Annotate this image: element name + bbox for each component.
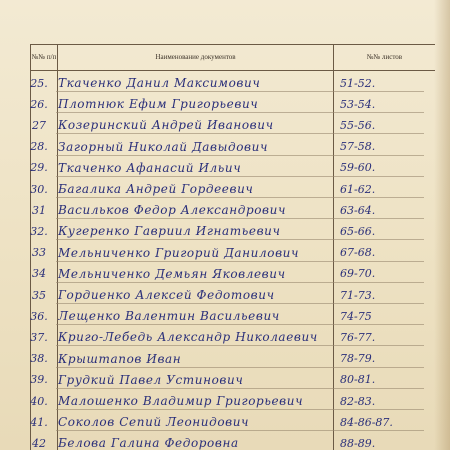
row-underline [56, 345, 424, 346]
table-row [30, 432, 434, 450]
row-page-numbers: 71-73. [340, 288, 376, 302]
row-page-numbers: 51-52. [340, 76, 376, 90]
row-number: 34 [32, 267, 46, 281]
row-number: 29. [30, 161, 48, 175]
row-number: 37. [30, 330, 48, 344]
row-document-name: Соколов Сепий Леонидович [58, 415, 250, 430]
row-number: 32. [30, 224, 48, 238]
row-document-name: Гордиенко Алексей Федотович [58, 288, 275, 302]
row-underline [56, 367, 424, 368]
row-number: 30. [30, 182, 48, 196]
row-underline [56, 112, 424, 113]
row-page-numbers: 80-81. [340, 373, 376, 387]
row-document-name: Козеринский Андрей Иванович [58, 118, 274, 133]
row-page-numbers: 59-60. [340, 161, 376, 175]
row-document-name: Плотнюк Ефим Григорьевич [58, 97, 259, 112]
row-document-name: Ткаченко Афанасий Ильич [58, 160, 242, 175]
header-number: №№ п/п [31, 53, 57, 61]
row-underline [56, 239, 424, 240]
row-page-numbers: 74-75 [340, 309, 372, 323]
row-document-name: Мельниченко Григорий Данилович [58, 245, 300, 260]
table-row [30, 178, 434, 200]
row-page-numbers: 84-86-87. [340, 415, 393, 429]
row-page-numbers: 55-56. [340, 118, 376, 132]
row-underline [56, 324, 424, 325]
paper-edge-shadow [434, 0, 450, 450]
row-underline [56, 303, 424, 304]
row-page-numbers: 88-89. [340, 436, 376, 450]
row-number: 25. [30, 76, 48, 90]
table-row [30, 114, 434, 136]
table-row [30, 93, 434, 115]
row-page-numbers: 57-58. [340, 140, 376, 154]
header-bottom-border [31, 70, 435, 71]
row-document-name: Криго-Лебедь Александр Николаевич [58, 330, 318, 345]
row-number: 28. [30, 140, 48, 154]
row-page-numbers: 82-83. [340, 394, 376, 408]
table-row [30, 220, 434, 242]
row-number: 39. [30, 373, 48, 387]
row-document-name: Грудкий Павел Устинович [58, 372, 244, 387]
header-pages: №№ листов [366, 53, 403, 61]
row-document-name: Лещенко Валентин Васильевич [58, 309, 280, 324]
table-row [30, 411, 434, 433]
row-document-name: Мельниченко Демьян Яковлевич [58, 266, 286, 281]
row-page-numbers: 53-54. [340, 97, 376, 111]
row-document-name: Малошенко Владимир Григорьевич [58, 394, 304, 408]
table-row [30, 263, 434, 285]
table-row [30, 136, 434, 158]
table-row [30, 284, 434, 306]
table-row [30, 242, 434, 264]
row-underline [56, 155, 424, 156]
row-underline [56, 197, 424, 198]
row-page-numbers: 63-64. [340, 203, 376, 217]
row-number: 38. [30, 352, 48, 366]
row-number: 35 [32, 288, 46, 302]
row-number: 41. [30, 415, 48, 429]
row-page-numbers: 78-79. [340, 352, 376, 366]
row-page-numbers: 76-77. [340, 330, 376, 344]
row-number: 31 [32, 203, 46, 217]
row-underline [56, 218, 424, 219]
table-row [30, 72, 434, 94]
row-page-numbers: 65-66. [340, 224, 376, 238]
table-row [30, 199, 434, 221]
table-row [30, 348, 434, 370]
row-document-name: Ткаченко Данил Максимович [58, 76, 261, 90]
row-underline [56, 388, 424, 389]
row-underline [56, 282, 424, 283]
row-document-name: Белова Галина Федоровна [58, 436, 239, 450]
row-number: 27 [32, 118, 46, 132]
row-document-name: Загорный Николай Давыдович [58, 139, 269, 154]
row-number: 36. [30, 309, 48, 323]
row-number: 40. [30, 394, 48, 408]
row-underline [56, 176, 424, 177]
row-underline [56, 133, 424, 134]
row-underline [56, 91, 424, 92]
table-row [30, 326, 434, 348]
row-document-name: Васильков Федор Александрович [58, 203, 287, 218]
table-row [30, 157, 434, 179]
row-number: 26. [30, 97, 48, 111]
row-underline [56, 430, 424, 431]
row-underline [56, 409, 424, 410]
row-number: 42 [32, 436, 46, 450]
table-row [30, 305, 434, 327]
row-document-name: Багалика Андрей Гордеевич [58, 182, 254, 196]
table-row [30, 390, 434, 412]
row-page-numbers: 61-62. [340, 182, 376, 196]
row-document-name: Крыштапов Иван [58, 351, 182, 366]
row-document-name: Кугеренко Гавриил Игнатьевич [58, 224, 281, 239]
row-underline [56, 261, 424, 262]
row-page-numbers: 67-68. [340, 246, 376, 260]
header-name: Наименование документов [155, 53, 236, 61]
row-page-numbers: 69-70. [340, 267, 376, 281]
row-number: 33 [32, 246, 46, 260]
table-row [30, 369, 434, 391]
